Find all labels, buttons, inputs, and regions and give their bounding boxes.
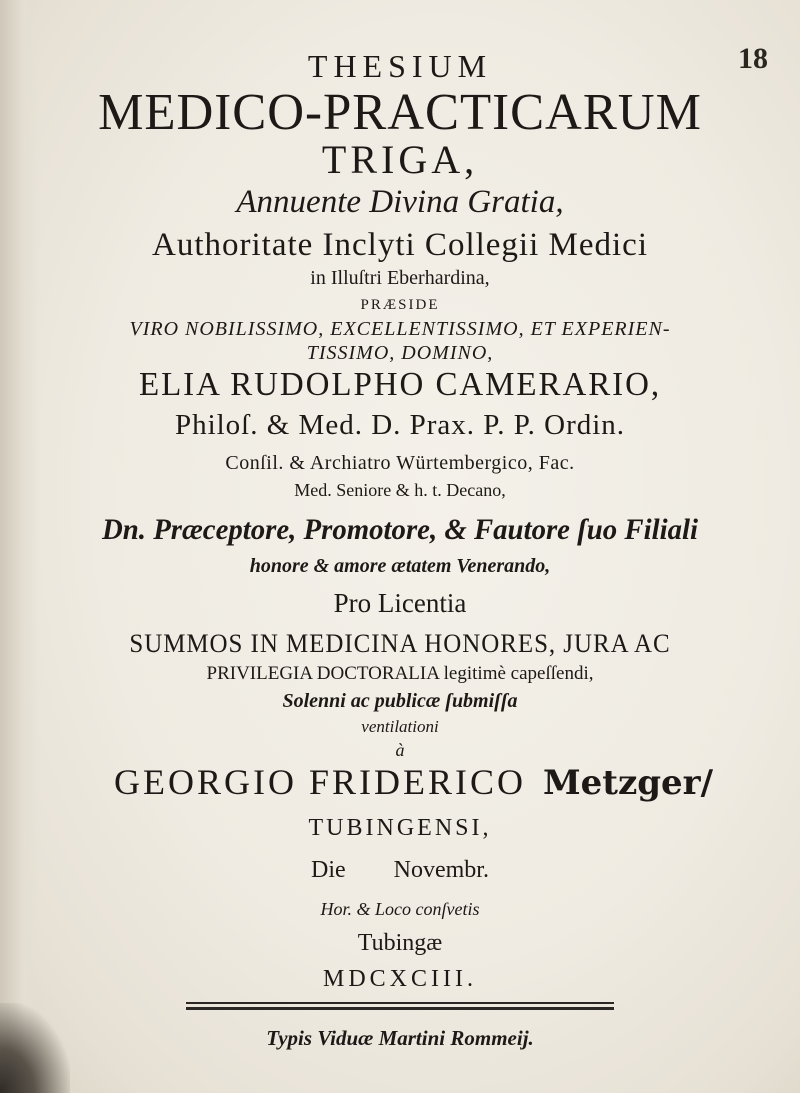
line-triga: TRIGA,	[321, 137, 479, 182]
line-year: MDCXCIII.	[323, 966, 477, 992]
rule-upper	[186, 1002, 614, 1004]
line-praeside: PRÆSIDE	[360, 297, 440, 313]
surname-metzger: Metzger/	[543, 763, 714, 803]
line-annuente: Annuente Divina Gratia,	[236, 184, 564, 220]
line-ventilationi: ventilationi	[361, 717, 439, 736]
line-imprint: Typis Viduæ Martini Rommeij.	[266, 1026, 534, 1050]
line-elia: ELIA RUDOLPHO CAMERARIO,	[138, 366, 662, 403]
line-consil: Conſil. & Archiatro Würtembergico, Fac.	[225, 452, 575, 474]
line-med-seniore: Med. Seniore & h. t. Decano,	[294, 480, 506, 500]
page-number: 18	[738, 42, 768, 75]
line-authoritate: Authoritate Inclyti Collegii Medici	[152, 227, 648, 263]
line-privilegia: PRIVILEGIA DOCTORALIA legitimè capeſſendi,	[206, 663, 594, 684]
line-georgio: GEORGIO FRIDERICO	[113, 762, 526, 802]
line-philos: Philoſ. & Med. D. Prax. P. P. Ordin.	[174, 409, 626, 441]
line-hor-loco: Hor. & Loco conſvetis	[320, 899, 480, 919]
line-tubingae: Tubingæ	[357, 930, 443, 956]
rule-lower	[186, 1007, 614, 1010]
line-a: à	[395, 740, 405, 760]
line-dedication: Dn. Præceptore, Promotore, & Fautore ſuo Filiali	[101, 513, 699, 546]
line-tubingensi: TUBINGENSI,	[308, 815, 492, 841]
line-viro: VIRO NOBILISSIMO, EXCELLENTISSIMO, ET EXPERIEN-	[129, 318, 671, 340]
main-title: MEDICO-PRACTICARUM	[98, 84, 702, 141]
line-summos: SUMMOS IN MEDICINA HONORES, JURA AC	[129, 629, 671, 658]
line-in-illustri: in Illuſtri Eberhardina,	[310, 267, 490, 289]
line-pro-licentia: Pro Licentia	[333, 588, 467, 618]
line-die: Die Novembr.	[311, 857, 489, 883]
line-thesium: THESIUM	[307, 48, 493, 84]
line-honore: honore & amore ætatem Venerando,	[249, 555, 551, 577]
line-solenni: Solenni ac publicæ ſubmiſſa	[282, 690, 518, 712]
line-tissimo: TISSIMO, DOMINO,	[306, 342, 494, 364]
